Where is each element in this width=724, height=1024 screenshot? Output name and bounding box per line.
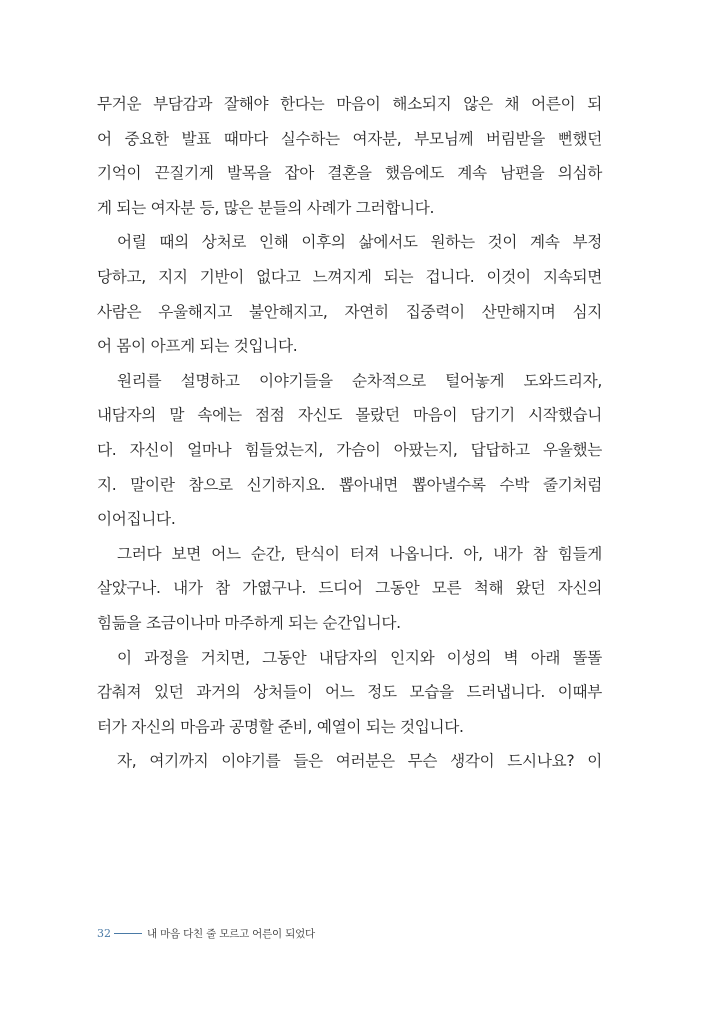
body-line: 감춰져 있던 과거의 상처들이 어느 정도 모습을 드러냅니다. 이때부: [97, 683, 602, 702]
body-line: 다. 자신이 얼마나 힘들었는지, 가슴이 아팠는지, 답답하고 우울했는: [97, 440, 602, 459]
body-line: 원리를 설명하고 이야기들을 순차적으로 털어놓게 도와드리자,: [117, 371, 602, 390]
body-line: 무거운 부담감과 잘해야 한다는 마음이 해소되지 않은 채 어른이 되: [97, 95, 602, 113]
body-line: 내담자의 말 속에는 점점 자신도 몰랐던 마음이 담기기 시작했습니: [97, 406, 602, 425]
body-line: 사람은 우울해지고 불안해지고, 자연히 집중력이 산만해지며 심지: [97, 302, 602, 321]
footer-divider: [114, 933, 142, 934]
body-line: 당하고, 지지 기반이 없다고 느껴지게 되는 겁니다. 이것이 지속되면: [97, 267, 602, 286]
body-line: 힘듦을 조금이나마 마주하게 되는 순간입니다.: [97, 613, 401, 632]
body-line: 터가 자신의 마음과 공명할 준비, 예열이 되는 것입니다.: [97, 717, 464, 736]
body-line: 어 중요한 발표 때마다 실수하는 여자분, 부모님께 버림받을 뻔했던: [97, 129, 602, 148]
body-line: 게 되는 여자분 등, 많은 분들의 사례가 그러합니다.: [97, 198, 435, 217]
body-line: 지. 말이란 참으로 신기하지요. 뽑아내면 뽑아낼수록 수박 줄기처럼: [97, 475, 602, 494]
page-body: [97, 87, 602, 779]
body-line: 그러다 보면 어느 순간, 탄식이 터져 나옵니다. 아, 내가 참 힘들게: [117, 544, 602, 563]
body-line: 이 과정을 거치면, 그동안 내담자의 인지와 이성의 벽 아래 똘똘: [117, 648, 602, 667]
running-book-title: 내 마음 다친 줄 모르고 어른이 되었다: [147, 928, 315, 940]
body-line: 살았구나. 내가 참 가엾구나. 드디어 그동안 모른 척해 왔던 자신의: [97, 579, 602, 598]
body-line: 어 몸이 아프게 되는 것입니다.: [97, 337, 298, 356]
page-footer: [97, 926, 315, 941]
body-line: 어릴 때의 상처로 인해 이후의 삶에서도 원하는 것이 계속 부정: [117, 233, 602, 252]
page-number: 32: [97, 927, 111, 940]
body-line: 이어집니다.: [97, 510, 176, 529]
body-line: 기억이 끈질기게 발목을 잡아 결혼을 했음에도 계속 남편을 의심하: [97, 164, 602, 183]
body-line: 자, 여기까지 이야기를 들은 여러분은 무슨 생각이 드시나요? 이: [117, 752, 602, 771]
